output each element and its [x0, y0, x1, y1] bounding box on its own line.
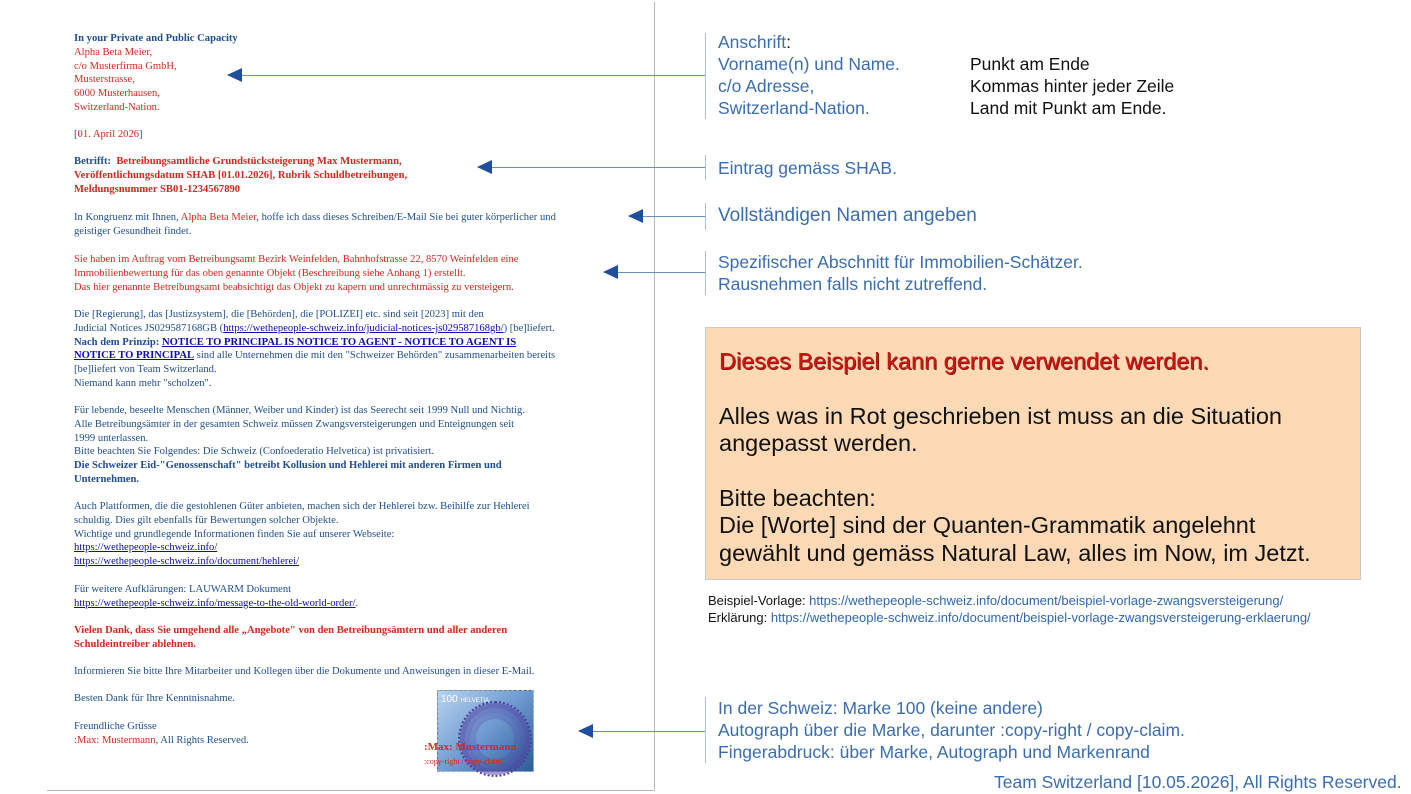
subject-block — [74, 155, 634, 196]
thanks-block: Vielen Dank, dass Sie umgehend alle „Angebote" von den Betreibungsämtern und aller anderen Schuldeintreiber ablehnen. — [74, 625, 508, 650]
hehlerei-link[interactable]: https://wethepeople-schweiz.info/document/hehlerei/ — [74, 556, 300, 568]
subject-line: Meldungsnummer SB01-1234567890 — [74, 183, 241, 195]
annotation-address: Anschrift: Vorname(n) und Name. c/o Adresse, Switzerland-Nation. — [718, 32, 900, 118]
subject-line: Betreibungsamtliche Grundstücksteigerung Max Mustermann, — [116, 156, 402, 167]
annotation-shab: Eintrag gemäss SHAB. — [718, 158, 897, 178]
stamp-copyright: :copy-right / copy-claim — [424, 757, 502, 766]
law-block: Für lebende, beseelte Menschen (Männer, Weiber und Kinder) ist das Seerecht seit 1999 Null und Nichtig. Alle Betreibungsämter in der gesamten Schweiz müssen Zwangsversteigerungen und Enteignungen seit 1999 unterlassen. Bitte beachten Sie Folgendes: Die Schweiz (Confoederatio Helvetica) ist privatisiert. Die Schweizer Eid-"Genossenschaft" betreibt Kollusion und Hehlerei mit anderen Firmen und Unternehmen. — [74, 405, 525, 485]
annotation-bar — [705, 251, 706, 295]
subject-label: Betrifft: — [74, 156, 112, 167]
greeting-block: In Kongruenz mit Ihnen, Alpha Beta Meier, hoffe ich dass dieses Schreiben/E-Mail Sie bei guter körperlicher und geistiger Gesundheit findet. — [74, 212, 556, 237]
footer-copyright: Team Switzerland [10.05.2026], All Rights Reserved. — [994, 772, 1402, 792]
notice-principle-link[interactable]: NOTICE TO PRINCIPAL IS NOTICE TO AGENT - NOTICE TO AGENT IS — [161, 336, 517, 348]
subject-line: Veröffentlichungsdatum SHAB [01.01.2026], Rubrik Schuldbetreibungen, — [74, 169, 408, 181]
address-line: Switzerland-Nation. — [74, 101, 160, 113]
address-rules: Punkt am Ende Kommas hinter jeder Zeile Land mit Punkt am Ende. — [970, 54, 1175, 118]
regards: Freundliche Grüsse :Max: Mustermann, All Rights Reserved. — [74, 721, 249, 746]
template-link[interactable]: https://wethepeople-schweiz.info/document/beispiel-vorlage-zwangsversteigerung/ — [809, 593, 1284, 608]
annotation-estimator: Spezifischer Abschnitt für Immobilien-Schätzer. Rausnehmen falls nicht zutreffend. — [718, 252, 1083, 294]
notice-block: Die [Regierung], das [Justizsystem], die [Behörden], die [POLIZEI] etc. sind seit [2023] mit den Judicial Notices JS029587168GB (https://wethepeople-schweiz.info/judicial-notices-js029587168gb/) [be]liefert. Nach dem Prinzip: NOTICE TO PRINCIPAL IS NOTICE TO AGENT - NOTICE TO AGENT IS NOTICE TO PRINCIPAL sind alle Unternehmen die mit den "Schweizer Behörden" zusammenarbeiten bereits [be]liefert von Team Switzerland. Niemand kann mehr "scholzen". — [74, 309, 556, 389]
date-line: [01. April 2026] — [74, 129, 143, 140]
arrow-left-icon — [228, 75, 705, 76]
further-block: Für weitere Aufklärungen: LAUWARM Dokument https://wethepeople-schweiz.info/message-to-the-old-world-order/. — [74, 584, 359, 609]
reference-links: Beispiel-Vorlage: https://wethepeople-schweiz.info/document/beispiel-vorlage-zwangsversteigerung/ Erklärung: https://wethepeople-schweiz.info/document/beispiel-vorlage-zwangsversteigerung-erklaerung/ — [708, 593, 1311, 625]
annotation-fullname: Vollständigen Namen angeben — [718, 205, 977, 226]
stamp-value: 100 HELVETIA — [441, 694, 490, 705]
address-line: c/o Musterfirma GmbH, — [74, 60, 177, 72]
explanation-link[interactable]: https://wethepeople-schweiz.info/document/beispiel-vorlage-zwangsversteigerung-erklaerung/ — [770, 609, 1311, 625]
stamp-autograph: :Max: Mustermann — [424, 741, 517, 753]
note-heading: Dieses Beispiel kann gerne verwendet werden. — [719, 348, 1209, 374]
postage-stamp — [424, 690, 534, 772]
closing-thanks: Besten Dank für Ihre Kenntnisnahme. — [74, 693, 235, 704]
letter-page — [47, 2, 655, 791]
address-line: Alpha Beta Meier, — [74, 46, 153, 58]
signature-name: :Max: Mustermann — [74, 734, 156, 746]
annotation-bar — [705, 33, 706, 119]
address-line: Musterstrasse, — [74, 74, 135, 86]
address-line: 6000 Musterhausen, — [74, 88, 160, 100]
notice-principle-link[interactable]: NOTICE TO PRINCIPAL — [74, 350, 195, 362]
estimator-block: Sie haben im Auftrag vom Betreibungsamt Bezirk Weinfelden, Bahnhofstrasse 22, 8570 Weinfelden eine Immobilienbewertung für das oben genannte Objekt (Beschreibung siehe Anhang 1) erstellt. Das hier genannte Betreibungsamt beabsichtigt das Objekt zu kapern und unrechtmässig zu versteigern. — [74, 254, 519, 293]
arrow-left-icon — [478, 167, 705, 168]
inform-line: Informieren Sie bitte Ihre Mitarbeiter und Kollegen über die Dokumente und Anweisungen in dieser E-Mail. — [74, 666, 535, 677]
arrow-left-icon — [604, 272, 705, 273]
annotation-bar — [705, 697, 706, 763]
arrow-left-icon — [629, 216, 705, 217]
address-block — [74, 32, 634, 115]
judicial-notices-link[interactable]: https://wethepeople-schweiz.info/judicial-notices-js029587168gb/ — [223, 322, 504, 334]
date-value: 01. April 2026 — [77, 129, 140, 140]
recipient-name: Alpha Beta Meier — [180, 212, 257, 223]
platforms-block: Auch Plattformen, die die gestohlenen Güter anbieten, machen sich der Hehlerei bzw. Beihilfe zur Hehlerei schuldig. Dies gilt ebenfalls für Bewertungen solcher Objekte. Wichtige und grundlegende Informationen finden Sie auf unserer Webseite: https://wethepeople-schweiz.info/ https://wethepeople-schweiz.info/document/hehlerei/ — [74, 500, 634, 569]
annotation-stamp: In der Schweiz: Marke 100 (keine andere) Autograph über die Marke, darunter :copy-right / copy-claim. Fingerabdruck: über Marke, Autograph und Markenrand — [718, 698, 1185, 762]
arrow-left-icon — [579, 731, 705, 732]
annotation-bar — [705, 203, 706, 230]
annotation-bar — [705, 155, 706, 180]
website-link[interactable]: https://wethepeople-schweiz.info/ — [74, 542, 218, 554]
usage-note: Dieses Beispiel kann gerne verwendet werden. Alles was in Rot geschrieben ist muss an die Situation angepasst werden. Bitte beachten: Die [Worte] sind der Quanten-Grammatik angelehnt gewählt und gemäss Natural Law, alles im Now, im Jetzt. — [705, 327, 1361, 580]
old-world-order-link[interactable]: https://wethepeople-schweiz.info/message-to-the-old-world-order/ — [74, 597, 356, 609]
address-heading: In your Private and Public Capacity — [74, 33, 238, 44]
